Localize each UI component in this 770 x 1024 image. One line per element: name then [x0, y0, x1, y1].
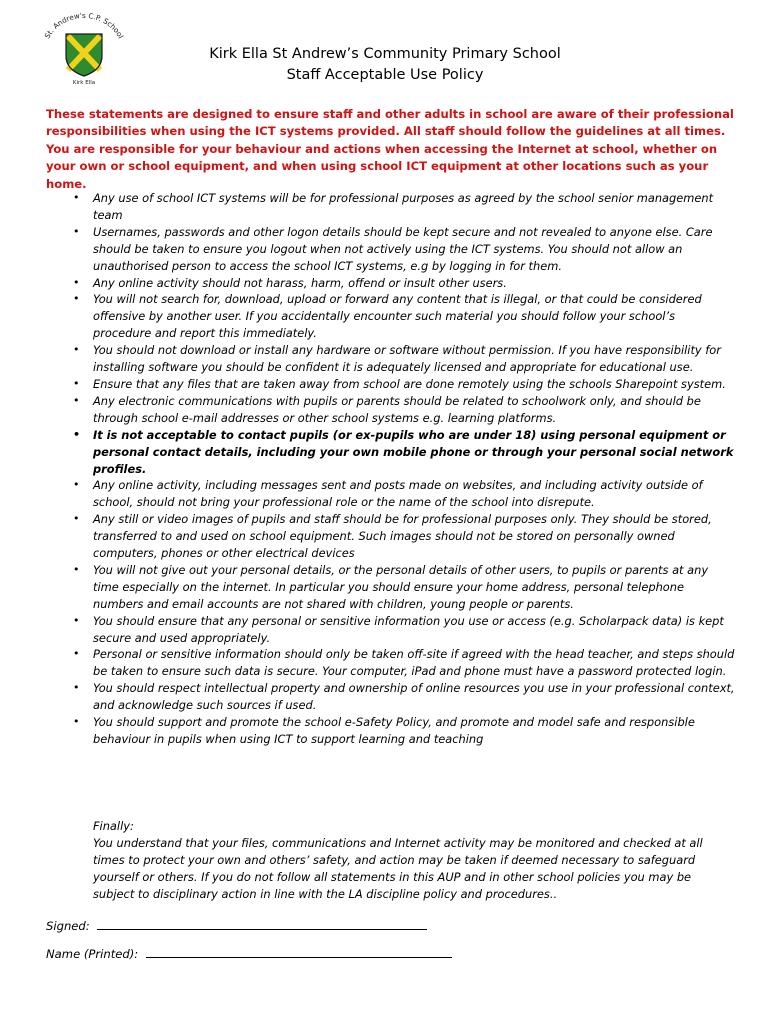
bullet-icon: •	[73, 427, 81, 441]
bullet-icon: •	[73, 224, 80, 238]
policy-rule: • Any online activity, including messages sent and posts made on websites, and including activity outside of school, should not bring your professional role or the name of the school into disrepute.	[73, 478, 703, 510]
logo-arc-text: St. Andrew's C.P. School	[42, 12, 126, 40]
intro-statement: These statements are designed to ensure staff and other adults in school are aware of their professional responsibilities when using the ICT systems provided. All staff should follow the guidelines at all times. You are responsible for your behaviour and actions when accessing the Internet at school, whether on your own or school equipment, and when using school ICT equipment at other locations such as your home.	[46, 107, 734, 191]
policy-rule: • Usernames, passwords and other logon details should be kept secure and not revealed to anyone else. Care should be taken to ensure you logout when not actively using the ICT systems. You should not allow an unauthorised person to access the school ICT systems, e.g by logging in for them.	[73, 224, 713, 273]
bullet-icon: •	[73, 343, 80, 357]
bullet-icon: •	[73, 191, 80, 204]
bullet-icon: •	[73, 275, 80, 289]
bullet-icon: •	[73, 647, 80, 661]
policy-rules-list	[46, 190, 736, 748]
policy-rule: • You will not give out your personal details, or the personal details of other users, to pupils or parents at any time especially on the internet. In particular you should ensure your home address, personal telephone numbers and email accounts are not shared with children, young people or parents.	[73, 562, 709, 611]
policy-rule: • Any electronic communications with pupils or parents should be related to schoolwork only, and should be through school e-mail addresses or other school systems e.g. learning platforms.	[73, 393, 701, 425]
policy-rule: • Ensure that any files that are taken away from school are done remotely using the schools Sharepoint system.	[73, 376, 726, 391]
bullet-icon: •	[73, 478, 80, 492]
bullet-icon: •	[73, 393, 80, 407]
bullet-icon: •	[73, 292, 80, 306]
policy-rule: • Any still or video images of pupils and staff should be for professional purposes only. They should be stored, transferred to and used on school equipment. Such images should not be stored on personally owned computers, phones or other electrical devices	[73, 512, 712, 561]
policy-rule: • You should support and promote the school e-Safety Policy, and promote and model safe and responsible behaviour in pupils when using ICT to support learning and teaching	[73, 715, 695, 746]
policy-rule: • You should not download or install any hardware or software without permission. If you have responsibility for installing software you should be confident it is adequately licensed and appropriate for educational use.	[73, 343, 721, 375]
bullet-icon: •	[73, 376, 80, 390]
closing-text: You understand that your files, communications and Internet activity may be monitored and checked at all times to protect your own and others’ safety, and action may be taken if deemed necessary to safeguard yourself or others. If you do not follow all statements in this AUP and in other school policies you may be subject to disciplinary action in line with the LA discipline policy and procedures..	[93, 835, 703, 901]
bullet-icon: •	[73, 613, 80, 627]
policy-rule: • Personal or sensitive information should only be taken off-site if agreed with the head teacher, and steps should be taken to ensure such data is secure. Your computer, iPad and phone must have a password protected login.	[73, 647, 735, 679]
bullet-icon: •	[73, 681, 80, 695]
policy-rule: • You will not search for, download, upload or forward any content that is illegal, or that could be considered offensive by another user. If you accidentally encounter such material you should follow your school’s procedure and report this immediately.	[73, 292, 702, 341]
bullet-icon: •	[73, 562, 80, 576]
policy-rule: • Any use of school ICT systems will be for professional purposes as agreed by the school senior management team	[73, 191, 714, 222]
policy-rule: • You should ensure that any personal or sensitive information you use or access (e.g. Scholarpack data) is kept secure and used appropriately.	[73, 613, 724, 645]
printed-name-line[interactable]	[146, 946, 452, 958]
closing-statement	[93, 818, 733, 903]
logo-bottom-text: Kirk Ella	[72, 80, 96, 84]
signature-line[interactable]	[97, 918, 427, 930]
policy-title: Staff Acceptable Use Policy	[286, 67, 484, 83]
policy-rule: • Any online activity should not harass, harm, offend or insult other users.	[73, 275, 507, 290]
printed-name-field[interactable]	[46, 946, 452, 961]
closing-label: Finally:	[93, 819, 134, 833]
bullet-icon: •	[73, 715, 80, 729]
signature-field[interactable]	[46, 918, 427, 933]
policy-rule-emphasized: • It is not acceptable to contact pupils (or ex-pupils who are under 18) using personal equipment or personal contact details, including your own mobile phone or through your personal social network profiles.	[73, 427, 734, 476]
bullet-icon: •	[73, 512, 80, 526]
document-header	[0, 44, 770, 86]
signed-label: Signed:	[46, 919, 90, 933]
school-name: Kirk Ella St Andrew’s Community Primary School	[209, 46, 561, 62]
printed-name-label: Name (Printed):	[46, 947, 139, 961]
policy-rule: • You should respect intellectual property and ownership of online resources you use in your professional context, and acknowledge such sources if used.	[73, 681, 735, 713]
